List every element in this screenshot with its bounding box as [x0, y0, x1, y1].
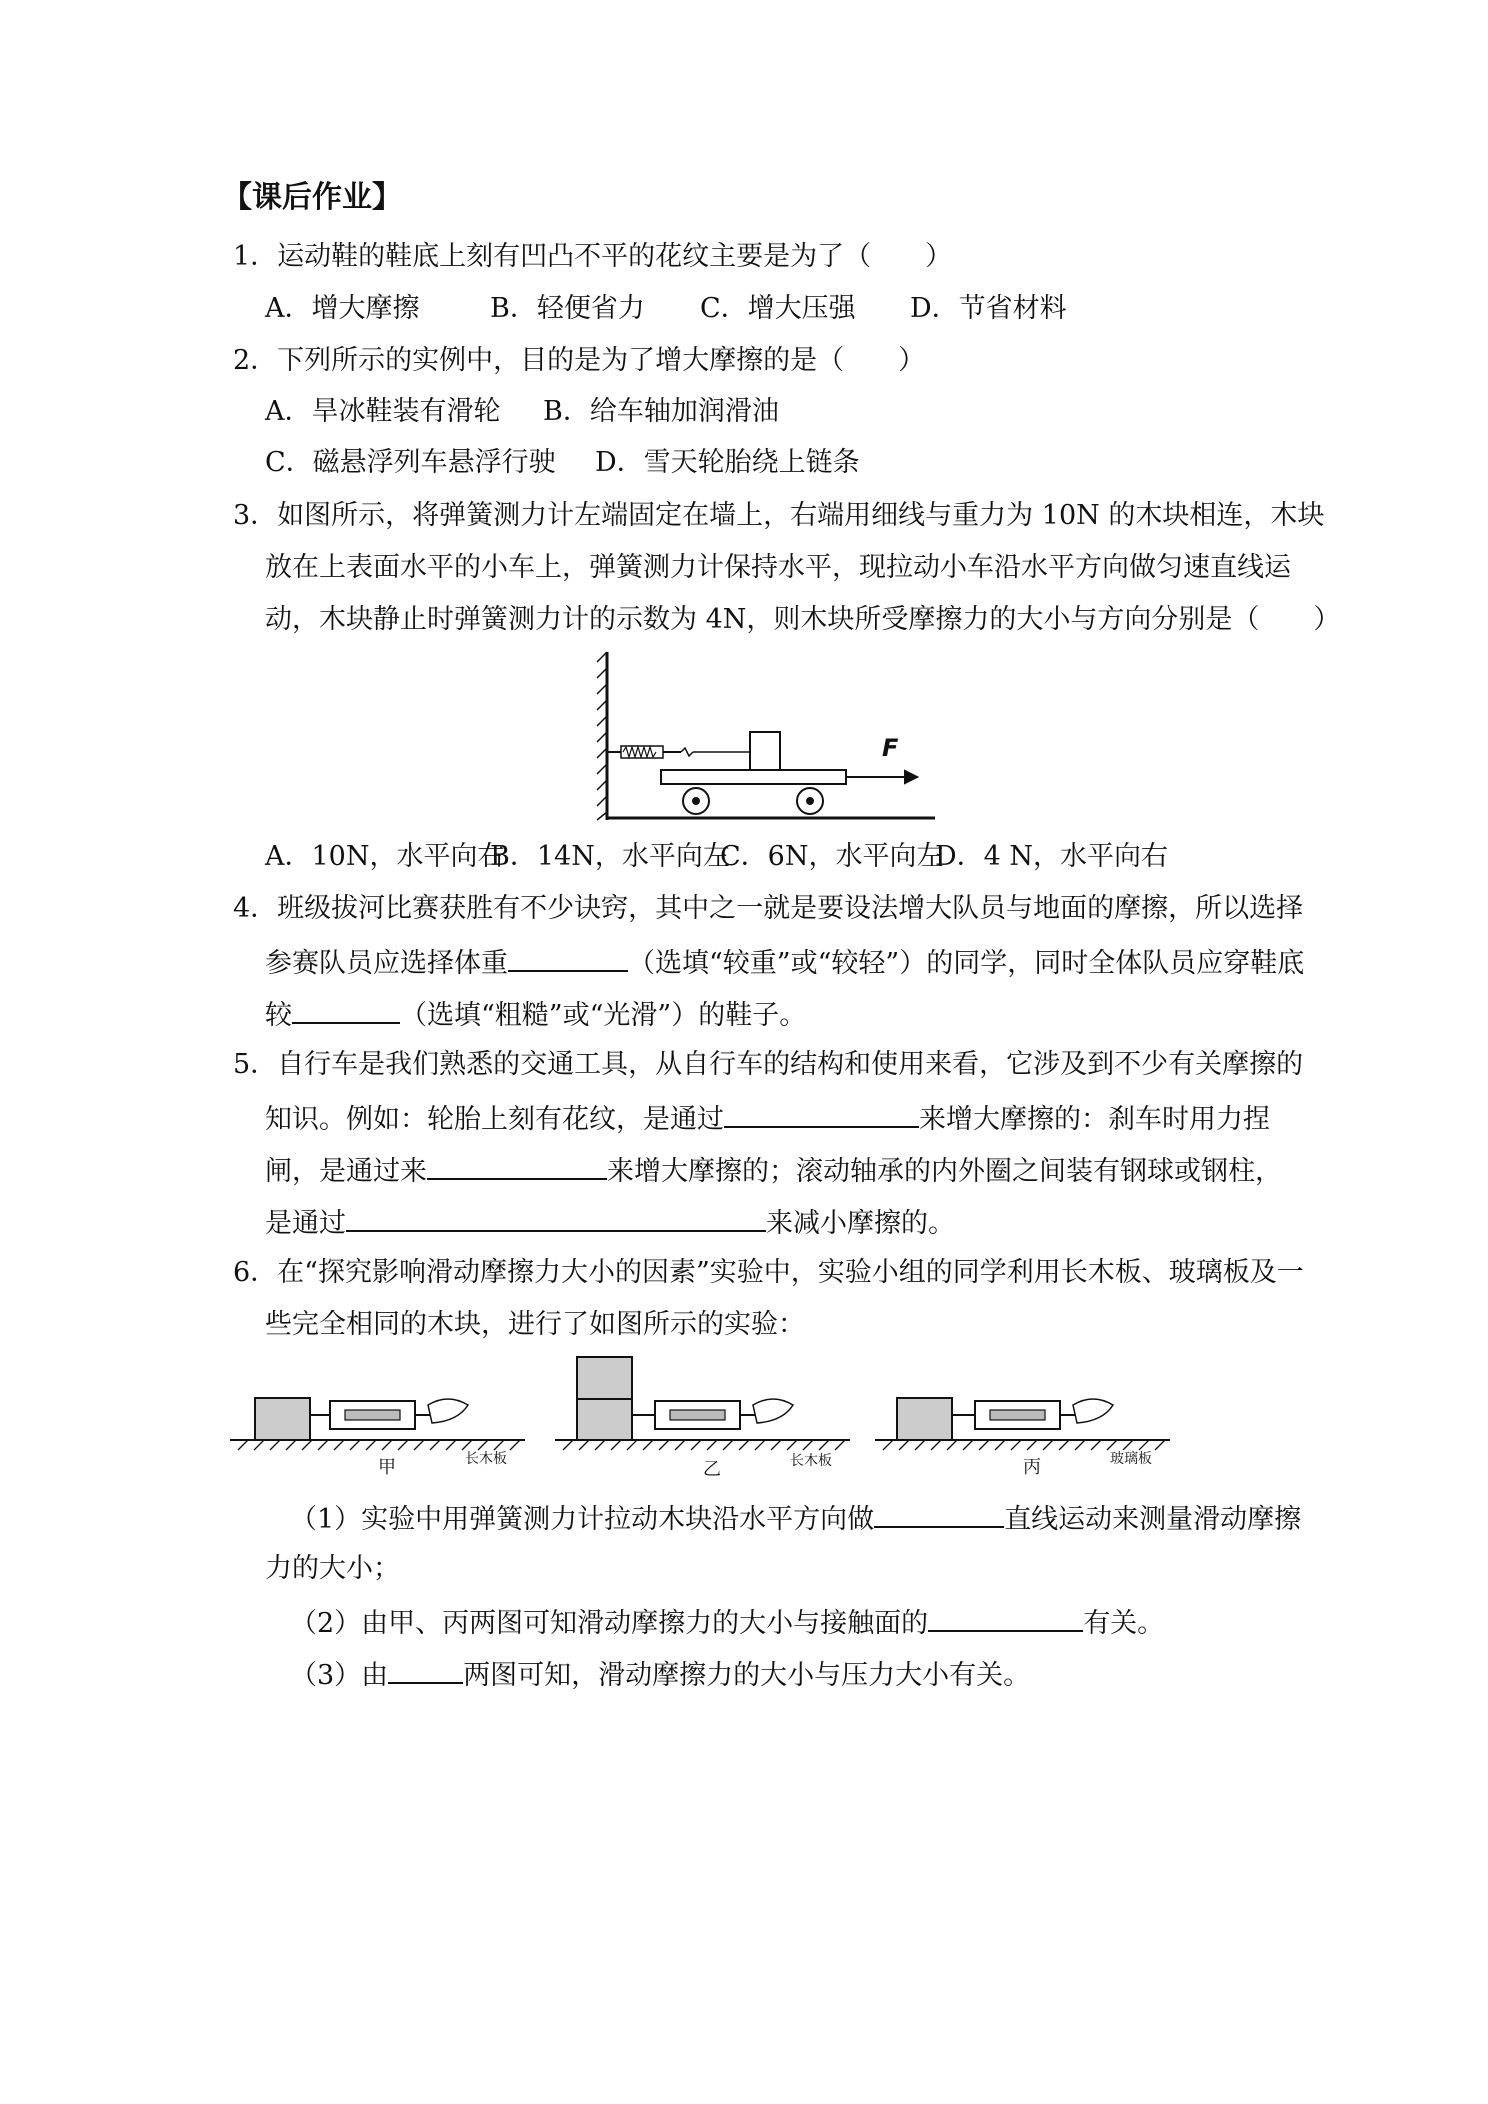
q6-line-2: 些完全相同的木块，进行了如图所示的实验：	[265, 1309, 805, 1340]
q5-line-2-text-b: 来增大摩擦的：刹车时用力捏	[919, 1104, 1270, 1135]
q3-option-c: C．6N，水平向左	[720, 841, 944, 872]
figure-bing-label: 丙	[1023, 1457, 1041, 1478]
surface-blank[interactable]	[928, 1604, 1083, 1632]
q6-sub2-text-b: 有关。	[1083, 1608, 1165, 1639]
force-label: F	[882, 734, 899, 762]
q5-line-4	[265, 1204, 955, 1241]
q5-line-3	[265, 1152, 1282, 1189]
q2-option-a: A．旱冰鞋装有滑轮	[265, 396, 501, 427]
q2-option-b: B．给车轴加润滑油	[543, 396, 779, 427]
figure-bing-surface: 玻璃板	[1110, 1451, 1152, 1467]
q4-line-2-text-a: 参赛队员应选择体重	[265, 948, 508, 979]
q2-stem: 2．下列所示的实例中，目的是为了增大摩擦的是（ ）	[233, 345, 926, 376]
q1-option-a: A．增大摩擦	[265, 293, 420, 324]
q5-line-1: 5．自行车是我们熟悉的交通工具，从自行车的结构和使用来看，它涉及到不少有关摩擦的	[233, 1049, 1304, 1080]
q3-option-d: D．4 N，水平向右	[935, 841, 1169, 872]
weight-blank[interactable]	[508, 944, 628, 972]
sole-blank[interactable]	[292, 996, 400, 1024]
q4-line-3-text-b: （选填“粗糙”或“光滑”）的鞋子。	[400, 1000, 807, 1031]
q3-line-1: 3．如图所示，将弹簧测力计左端固定在墙上，右端用细线与重力为 10N 的木块相连，木块	[233, 500, 1325, 531]
q3-line-3: 动，木块静止时弹簧测力计的示数为 4N，则木块所受摩擦力的大小与方向分别是（ ）	[265, 604, 1341, 635]
q6-sub1-line-2: 力的大小；	[265, 1553, 400, 1584]
q5-line-3-text-a: 闸，是通过来	[265, 1156, 427, 1187]
figures-blank[interactable]	[388, 1656, 463, 1684]
figure-jia-label: 甲	[378, 1457, 396, 1478]
q6-line-1: 6．在“探究影响滑动摩擦力大小的因素”实验中，实验小组的同学利用长木板、玻璃板及一	[233, 1257, 1304, 1288]
q5-line-2	[265, 1100, 1270, 1137]
figure-jia-surface: 长木板	[465, 1451, 507, 1467]
tire-blank[interactable]	[724, 1100, 919, 1128]
q6-sub1-line-1	[290, 1500, 1301, 1537]
experiment-figure-bing	[875, 1365, 1175, 1485]
q6-sub3	[290, 1656, 1030, 1693]
q4-line-2	[265, 944, 1304, 981]
figure-yi-surface: 长木板	[790, 1453, 832, 1469]
q6-sub2	[290, 1604, 1164, 1641]
q5-line-2-text-a: 知识。例如：轮胎上刻有花纹，是通过	[265, 1104, 724, 1135]
q4-line-3	[265, 996, 806, 1033]
q5-line-3-text-b: 来增大摩擦的；滚动轴承的内外圈之间装有钢球或钢柱，	[607, 1156, 1282, 1187]
bearing-blank[interactable]	[346, 1204, 766, 1232]
q6-sub1-text-a: （1）实验中用弹簧测力计拉动木块沿水平方向做	[290, 1504, 875, 1535]
q5-line-4-text-b: 来减小摩擦的。	[766, 1208, 955, 1239]
q6-sub1-text-b: 直线运动来测量滑动摩擦	[1004, 1504, 1302, 1535]
brake-blank[interactable]	[427, 1152, 607, 1180]
q3-option-b: B．14N，水平向左	[490, 841, 730, 872]
q2-option-c: C．磁悬浮列车悬浮行驶	[265, 447, 556, 478]
q6-sub3-text-a: （3）由	[290, 1660, 389, 1691]
q1-stem: 1．运动鞋的鞋底上刻有凹凸不平的花纹主要是为了（ ）	[233, 241, 953, 272]
q4-line-2-text-b: （选填“较重”或“较轻”）的同学，同时全体队员应穿鞋底	[628, 948, 1305, 979]
cart-spring-figure	[595, 650, 940, 825]
motion-blank[interactable]	[874, 1500, 1004, 1528]
q1-option-d: D．节省材料	[910, 293, 1067, 324]
q1-option-b: B．轻便省力	[490, 293, 645, 324]
q3-option-a: A．10N，水平向右	[265, 841, 505, 872]
figure-yi-label: 乙	[703, 1459, 721, 1480]
q4-line-3-text-a: 较	[265, 1000, 292, 1031]
experiment-figure-yi	[555, 1355, 855, 1485]
q6-sub3-text-b: 两图可知，滑动摩擦力的大小与压力大小有关。	[463, 1660, 1031, 1691]
q5-line-4-text-a: 是通过	[265, 1208, 346, 1239]
section-heading: 【课后作业】	[222, 180, 402, 215]
q4-line-1: 4．班级拔河比赛获胜有不少诀窍，其中之一就是要设法增大队员与地面的摩擦，所以选择	[233, 893, 1304, 924]
q2-option-d: D．雪天轮胎绕上链条	[595, 447, 860, 478]
experiment-figure-jia	[230, 1365, 530, 1485]
q1-option-c: C．增大压强	[700, 293, 856, 324]
q6-sub2-text-a: （2）由甲、丙两图可知滑动摩擦力的大小与接触面的	[290, 1608, 929, 1639]
q3-line-2: 放在上表面水平的小车上，弹簧测力计保持水平，现拉动小车沿水平方向做匀速直线运	[265, 552, 1291, 583]
